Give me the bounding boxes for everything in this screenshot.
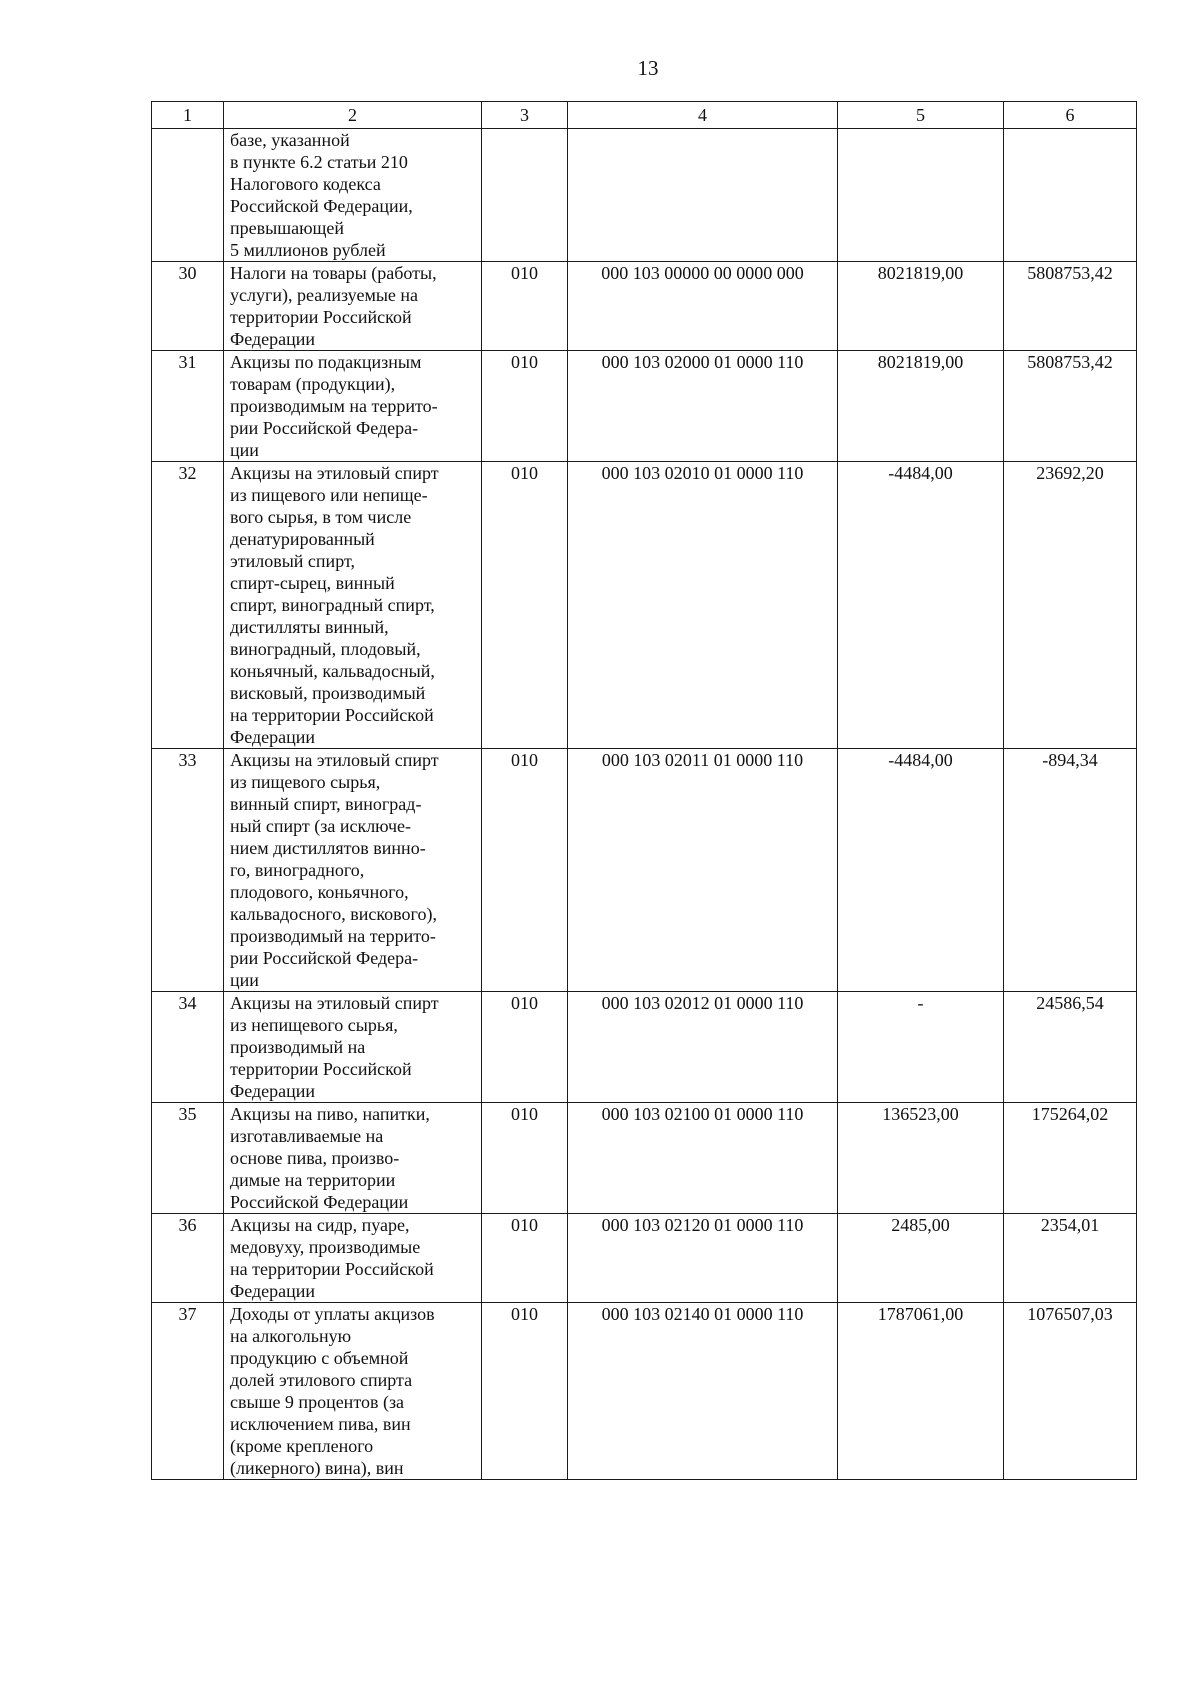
header-col-4: 4 [568,102,838,129]
approved-amount-cell: 1787061,00 [838,1303,1004,1480]
indicator-name-line: в пункте 6.2 статьи 210 [230,152,408,172]
indicator-name-line: на территории Российской [230,705,434,725]
indicator-name-line: свыше 9 процентов (за [230,1392,405,1412]
indicator-name-line: ции [230,970,259,990]
indicator-name-line: Доходы от уплаты акцизов [230,1304,435,1324]
indicator-name-cell [224,351,482,462]
indicator-name-line: долей этилового спирта [230,1370,413,1390]
approved-amount-cell: 136523,00 [838,1103,1004,1214]
indicator-name-line: Федерации [230,1281,316,1301]
indicator-name-line: из пищевого сырья, [230,772,381,792]
table-row [152,462,1137,749]
indicator-name-line: базе, указанной [230,130,350,150]
table-header [152,102,1137,129]
executed-amount-cell: 2354,01 [1004,1214,1137,1303]
indicator-name-line: территории Российской [230,307,412,327]
line-code-cell: 010 [482,351,568,462]
indicator-name-line: вого сырья, в том числе [230,507,412,527]
indicator-name-line: ный спирт (за исключе- [230,816,411,836]
header-col-6: 6 [1004,102,1137,129]
indicator-name-line: коньячный, кальвадосный, [230,661,435,681]
indicator-name-line: рии Российской Федера- [230,418,419,438]
executed-amount-cell [1004,129,1137,262]
indicator-name-cell [224,749,482,992]
budget-code-cell: 000 103 00000 00 0000 000 [568,262,838,351]
indicator-name-line: Акцизы на этиловый спирт [230,463,439,483]
approved-amount-cell: 8021819,00 [838,351,1004,462]
approved-amount-cell [838,129,1004,262]
indicator-name-line: Акцизы на этиловый спирт [230,993,439,1013]
table-row [152,262,1137,351]
row-number-cell: 37 [152,1303,224,1480]
line-code-cell: 010 [482,1214,568,1303]
indicator-name-line: виноградный, плодовый, [230,639,421,659]
budget-code-cell [568,129,838,262]
indicator-name-line: производимый на террито- [230,926,436,946]
indicator-name-line: го, виноградного, [230,860,365,880]
indicator-name-line: на территории Российской [230,1259,434,1279]
indicator-name-line: из непищевого сырья, [230,1015,398,1035]
table-row [152,992,1137,1103]
line-code-cell: 010 [482,262,568,351]
executed-amount-cell: 1076507,03 [1004,1303,1137,1480]
executed-amount-cell: 24586,54 [1004,992,1137,1103]
approved-amount-cell: -4484,00 [838,462,1004,749]
indicator-name-line: спирт, виноградный спирт, [230,595,435,615]
table-row [152,1214,1137,1303]
approved-amount-cell: 8021819,00 [838,262,1004,351]
executed-amount-cell: -894,34 [1004,749,1137,992]
indicator-name-line: превышающей [230,218,344,238]
table-row [152,351,1137,462]
row-number-cell: 34 [152,992,224,1103]
revenue-table [151,101,1137,1480]
indicator-name-line: медовуху, производимые [230,1237,421,1257]
budget-code-cell: 000 103 02012 01 0000 110 [568,992,838,1103]
indicator-name-line: Федерации [230,1081,316,1101]
table-row [152,129,1137,262]
approved-amount-cell: 2485,00 [838,1214,1004,1303]
indicator-name-line: Налогового кодекса [230,174,381,194]
indicator-name-line: изготавливаемые на [230,1126,384,1146]
indicator-name-cell [224,1103,482,1214]
indicator-name-line: Акцизы по подакцизным [230,352,422,372]
indicator-name-line: спирт-сырец, винный [230,573,395,593]
budget-code-cell: 000 103 02011 01 0000 110 [568,749,838,992]
indicator-name-line: на алкогольную [230,1326,352,1346]
indicator-name-line: Федерации [230,329,316,349]
budget-code-cell: 000 103 02000 01 0000 110 [568,351,838,462]
indicator-name-line: основе пива, произво- [230,1148,400,1168]
line-code-cell: 010 [482,462,568,749]
indicator-name-line: из пищевого или непище- [230,485,428,505]
header-col-1: 1 [152,102,224,129]
budget-code-cell: 000 103 02140 01 0000 110 [568,1303,838,1480]
executed-amount-cell: 175264,02 [1004,1103,1137,1214]
indicator-name-line: рии Российской Федера- [230,948,419,968]
indicator-name-line: территории Российской [230,1059,412,1079]
indicator-name-line: Российской Федерации, [230,196,413,216]
indicator-name-line: кальвадосного, вискового), [230,904,437,924]
indicator-name-line: плодового, коньячного, [230,882,409,902]
indicator-name-line: Российской Федерации [230,1192,409,1212]
indicator-name-line: ции [230,440,259,460]
indicator-name-line: Акцизы на пиво, напитки, [230,1104,430,1124]
line-code-cell [482,129,568,262]
indicator-name-line: исключением пива, вин [230,1414,411,1434]
executed-amount-cell: 5808753,42 [1004,262,1137,351]
indicator-name-line: Акцизы на сидр, пуаре, [230,1215,410,1235]
indicator-name-cell [224,992,482,1103]
page-number: 13 [637,56,659,80]
indicator-name-line: (ликерного) вина), вин [230,1458,404,1478]
budget-code-cell: 000 103 02010 01 0000 110 [568,462,838,749]
budget-code-cell: 000 103 02120 01 0000 110 [568,1214,838,1303]
indicator-name-cell [224,1214,482,1303]
indicator-name-cell [224,129,482,262]
line-code-cell: 010 [482,992,568,1103]
indicator-name-line: Налоги на товары (работы, [230,263,437,283]
indicator-name-line: димые на территории [230,1170,396,1190]
table-row [152,749,1137,992]
header-col-3: 3 [482,102,568,129]
indicator-name-line: товарам (продукции), [230,374,396,394]
indicator-name-line: дистилляты винный, [230,617,389,637]
table-row [152,1303,1137,1480]
executed-amount-cell: 23692,20 [1004,462,1137,749]
indicator-name-line: продукцию с объемной [230,1348,409,1368]
indicator-name-line: винный спирт, виноград- [230,794,422,814]
executed-amount-cell: 5808753,42 [1004,351,1137,462]
row-number-cell: 36 [152,1214,224,1303]
row-number-cell: 30 [152,262,224,351]
indicator-name-cell [224,1303,482,1480]
indicator-name-line: услуги), реализуемые на [230,285,419,305]
row-number-cell [152,129,224,262]
indicator-name-line: этиловый спирт, [230,551,355,571]
row-number-cell: 31 [152,351,224,462]
indicator-name-cell [224,462,482,749]
budget-code-cell: 000 103 02100 01 0000 110 [568,1103,838,1214]
indicator-name-line: производимым на террито- [230,396,438,416]
row-number-cell: 32 [152,462,224,749]
table-row [152,1103,1137,1214]
header-col-2: 2 [224,102,482,129]
table-body [152,129,1137,1480]
indicator-name-line: производимый на [230,1037,366,1057]
indicator-name-line: Акцизы на этиловый спирт [230,750,439,770]
indicator-name-cell [224,262,482,351]
indicator-name-line: (кроме крепленого [230,1436,374,1456]
line-code-cell: 010 [482,749,568,992]
indicator-name-line: нием дистиллятов винно- [230,838,426,858]
row-number-cell: 33 [152,749,224,992]
indicator-name-line: денатурированный [230,529,375,549]
row-number-cell: 35 [152,1103,224,1214]
indicator-name-line: Федерации [230,727,316,747]
approved-amount-cell: -4484,00 [838,749,1004,992]
line-code-cell: 010 [482,1303,568,1480]
indicator-name-line: 5 миллионов рублей [230,240,386,260]
indicator-name-line: висковый, производимый [230,683,426,703]
line-code-cell: 010 [482,1103,568,1214]
approved-amount-cell: - [838,992,1004,1103]
header-col-5: 5 [838,102,1004,129]
header-row [152,102,1137,129]
